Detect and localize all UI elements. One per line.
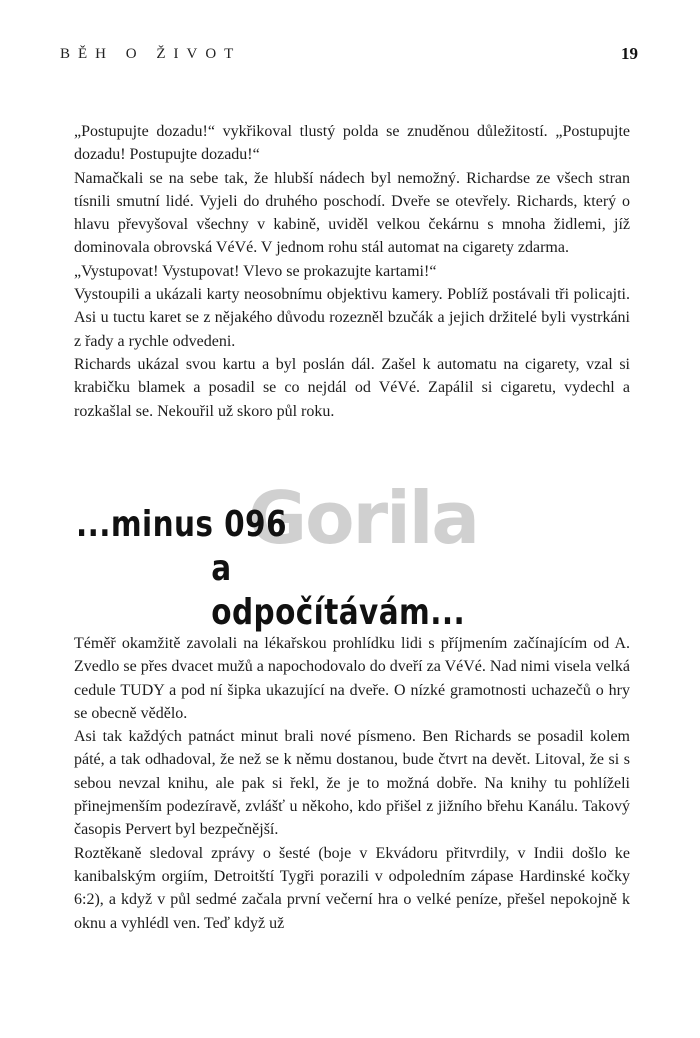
chapter-heading [76, 503, 466, 635]
chapter-heading-line1: ...minus 096 [76, 504, 287, 545]
paragraph: „Postupujte dozadu!“ vykřikoval tlustý polda se znuděnou důležitostí. „Postupujte dozadu! Postupujte dozadu!“ [74, 123, 630, 164]
paragraph: Vystoupili a ukázali karty neosobnímu objektivu kamery. Poblíž postávali tři policajti. Asi u tuctu karet se z nějakého důvodu rozezněl bzučák a jejich držitelé byli vystrkáni z řady a rychle odvedeni. [74, 286, 630, 350]
paragraph: Asi tak každých patnáct minut brali nové písmeno. Ben Richards se posadil kolem páté, a tak odhadoval, že než se k němu dostanou, bude čtvrt na devět. Litoval, že si s sebou nevzal knihu, ale pak si řekl, že je to možná dobře. Na knihy tu pohlíželi přinejmenším podezíravě, zvlášť u někoho, kdo přišel z jižního břehu Kanálu. Takový časopis Pervert byl bezpečnější. [74, 728, 630, 839]
paragraph: Roztěkaně sledoval zprávy o šesté (boje v Ekvádoru přitvrdily, v Indii došlo ke kanibalským orgiím, Detroitští Tygři porazili v odpoledním zápase Hardinské kočky 6:2), a když v půl sedmé začala první večerní hra o velké peníze, přešel nepokojně k oknu a vyhlédl ven. Teď když už [74, 844, 630, 932]
page-number: 19 [621, 44, 638, 63]
publisher-watermark: Gorila [248, 476, 479, 560]
paragraph: „Vystupovat! Vystupovat! Vlevo se prokazujte kartami!“ [74, 262, 437, 280]
running-title: BĚH O ŽIVOT [60, 46, 242, 62]
text-block-top [74, 120, 630, 423]
text-block-bottom [74, 632, 630, 935]
paragraph: Namačkali se na sebe tak, že hlubší nádech byl nemožný. Richardse ze všech stran tísnili smutní lidé. Vyjeli do druhého poschodí. Dveře se otevřely. Richards, který o hlavu převyšoval všechny v kabině, uviděl velkou čekárnu s mnoha židlemi, jíž dominovala obrovská VéVé. V jednom rohu stál automat na cigarety zdarma. [74, 169, 630, 257]
paragraph: Téměř okamžitě zavolali na lékařskou prohlídku lidi s příjmením začínajícím od A. Zvedlo se přes dvacet mužů a napochodovalo do dveří za VéVé. Nad nimi visela velká cedule TUDY a pod ní šipka ukazující na dveře. O nízké gramotnosti uchazečů o hry se obecně vědělo. [74, 635, 630, 722]
chapter-heading-line2: a odpočítávám... [211, 548, 466, 633]
paragraph: Richards ukázal svou kartu a byl poslán dál. Zašel k automatu na cigarety, vzal si krabičku blamek a posadil se co nejdál od VéVé. Zapálil si cigaretu, vydechl a rozkašlal se. Nekouřil už skoro půl roku. [74, 355, 630, 420]
